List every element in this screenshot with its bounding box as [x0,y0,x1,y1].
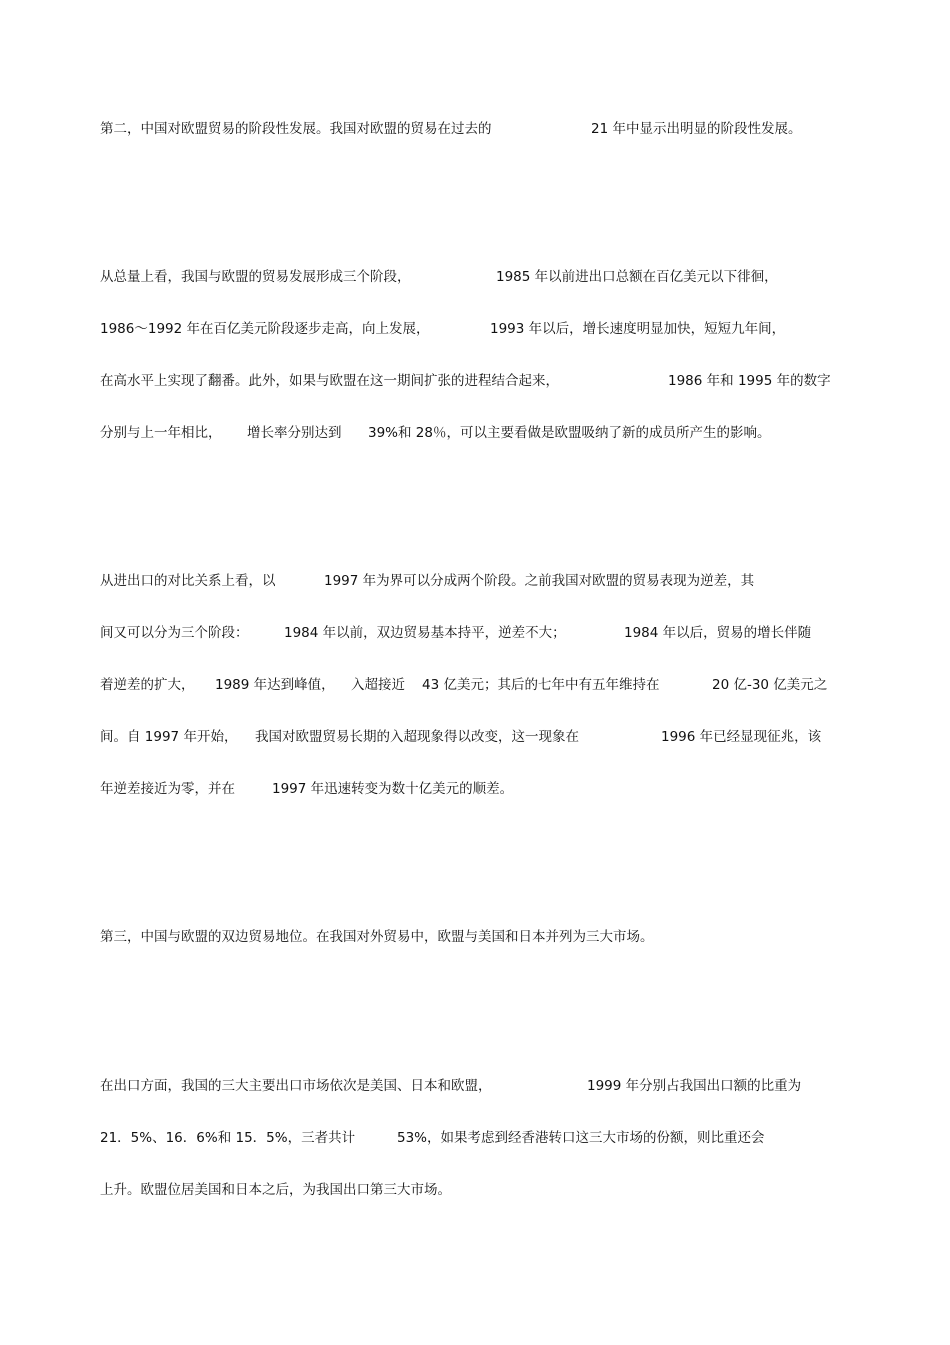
text-run: 1993 年以后，增长速度明显加快，短短九年间， [490,321,786,337]
text-run: 上升。欧盟位居美国和日本之后，为我国出口第三大市场。 [100,1182,451,1198]
text-run: 增长率分别达到 [247,425,342,441]
text-run: 入超接近 [351,677,405,693]
text-run: 第二，中国对欧盟贸易的阶段性发展。我国对欧盟的贸易在过去的 [100,121,492,137]
text-run: 1999 年分别占我国出口额的比重为 [587,1078,802,1094]
text-run: 1989 年达到峰值， [215,677,335,693]
text-run: 1985 年以前进出口总额在百亿美元以下徘徊， [496,269,778,285]
text-run: 第三，中国与欧盟的双边贸易地位。在我国对外贸易中，欧盟与美国和日本并列为三大市场。 [100,929,654,945]
text-run: 1986～1992 年在百亿美元阶段逐步走高，向上发展， [100,321,430,337]
text-run: 间。自 1997 年开始， [100,729,238,745]
text-run: 1986 年和 1995 年的数字 [668,373,831,389]
text-run: 我国对欧盟贸易长期的入超现象得以改变，这一现象在 [255,729,579,745]
text-run: 年逆差接近为零，并在 [100,781,235,797]
text-run: 着逆差的扩大， [100,677,195,693]
text-run: 分别与上一年相比， [100,425,222,441]
text-run: 1984 年以前，双边贸易基本持平，逆差不大； [284,625,566,641]
text-run: 39%和 28％，可以主要看做是欧盟吸纳了新的成员所产生的影响。 [368,425,771,441]
text-run: 43 亿美元；其后的七年中有五年维持在 [422,677,660,693]
text-run: 1984 年以后，贸易的增长伴随 [624,625,812,641]
text-run: 从总量上看，我国与欧盟的贸易发展形成三个阶段， [100,269,411,285]
text-run: 1997 年为界可以分成两个阶段。之前我国对欧盟的贸易表现为逆差，其 [324,573,755,589]
text-run: 21．5%、16．6%和 15．5%，三者共计 [100,1130,356,1146]
text-run: 在出口方面，我国的三大主要出口市场依次是美国、日本和欧盟， [100,1078,492,1094]
text-run: 21 年中显示出明显的阶段性发展。 [591,121,802,137]
text-run: 在高水平上实现了翻番。此外，如果与欧盟在这一期间扩张的进程结合起来， [100,373,559,389]
text-run: 20 亿-30 亿美元之 [712,677,828,693]
text-run: 1997 年迅速转变为数十亿美元的顺差。 [272,781,514,797]
text-run: 间又可以分为三个阶段： [100,625,249,641]
text-run: 53%，如果考虑到经香港转口这三大市场的份额，则比重还会 [397,1130,765,1146]
text-run: 从进出口的对比关系上看，以 [100,573,276,589]
text-run: 1996 年已经显现征兆，该 [661,729,822,745]
